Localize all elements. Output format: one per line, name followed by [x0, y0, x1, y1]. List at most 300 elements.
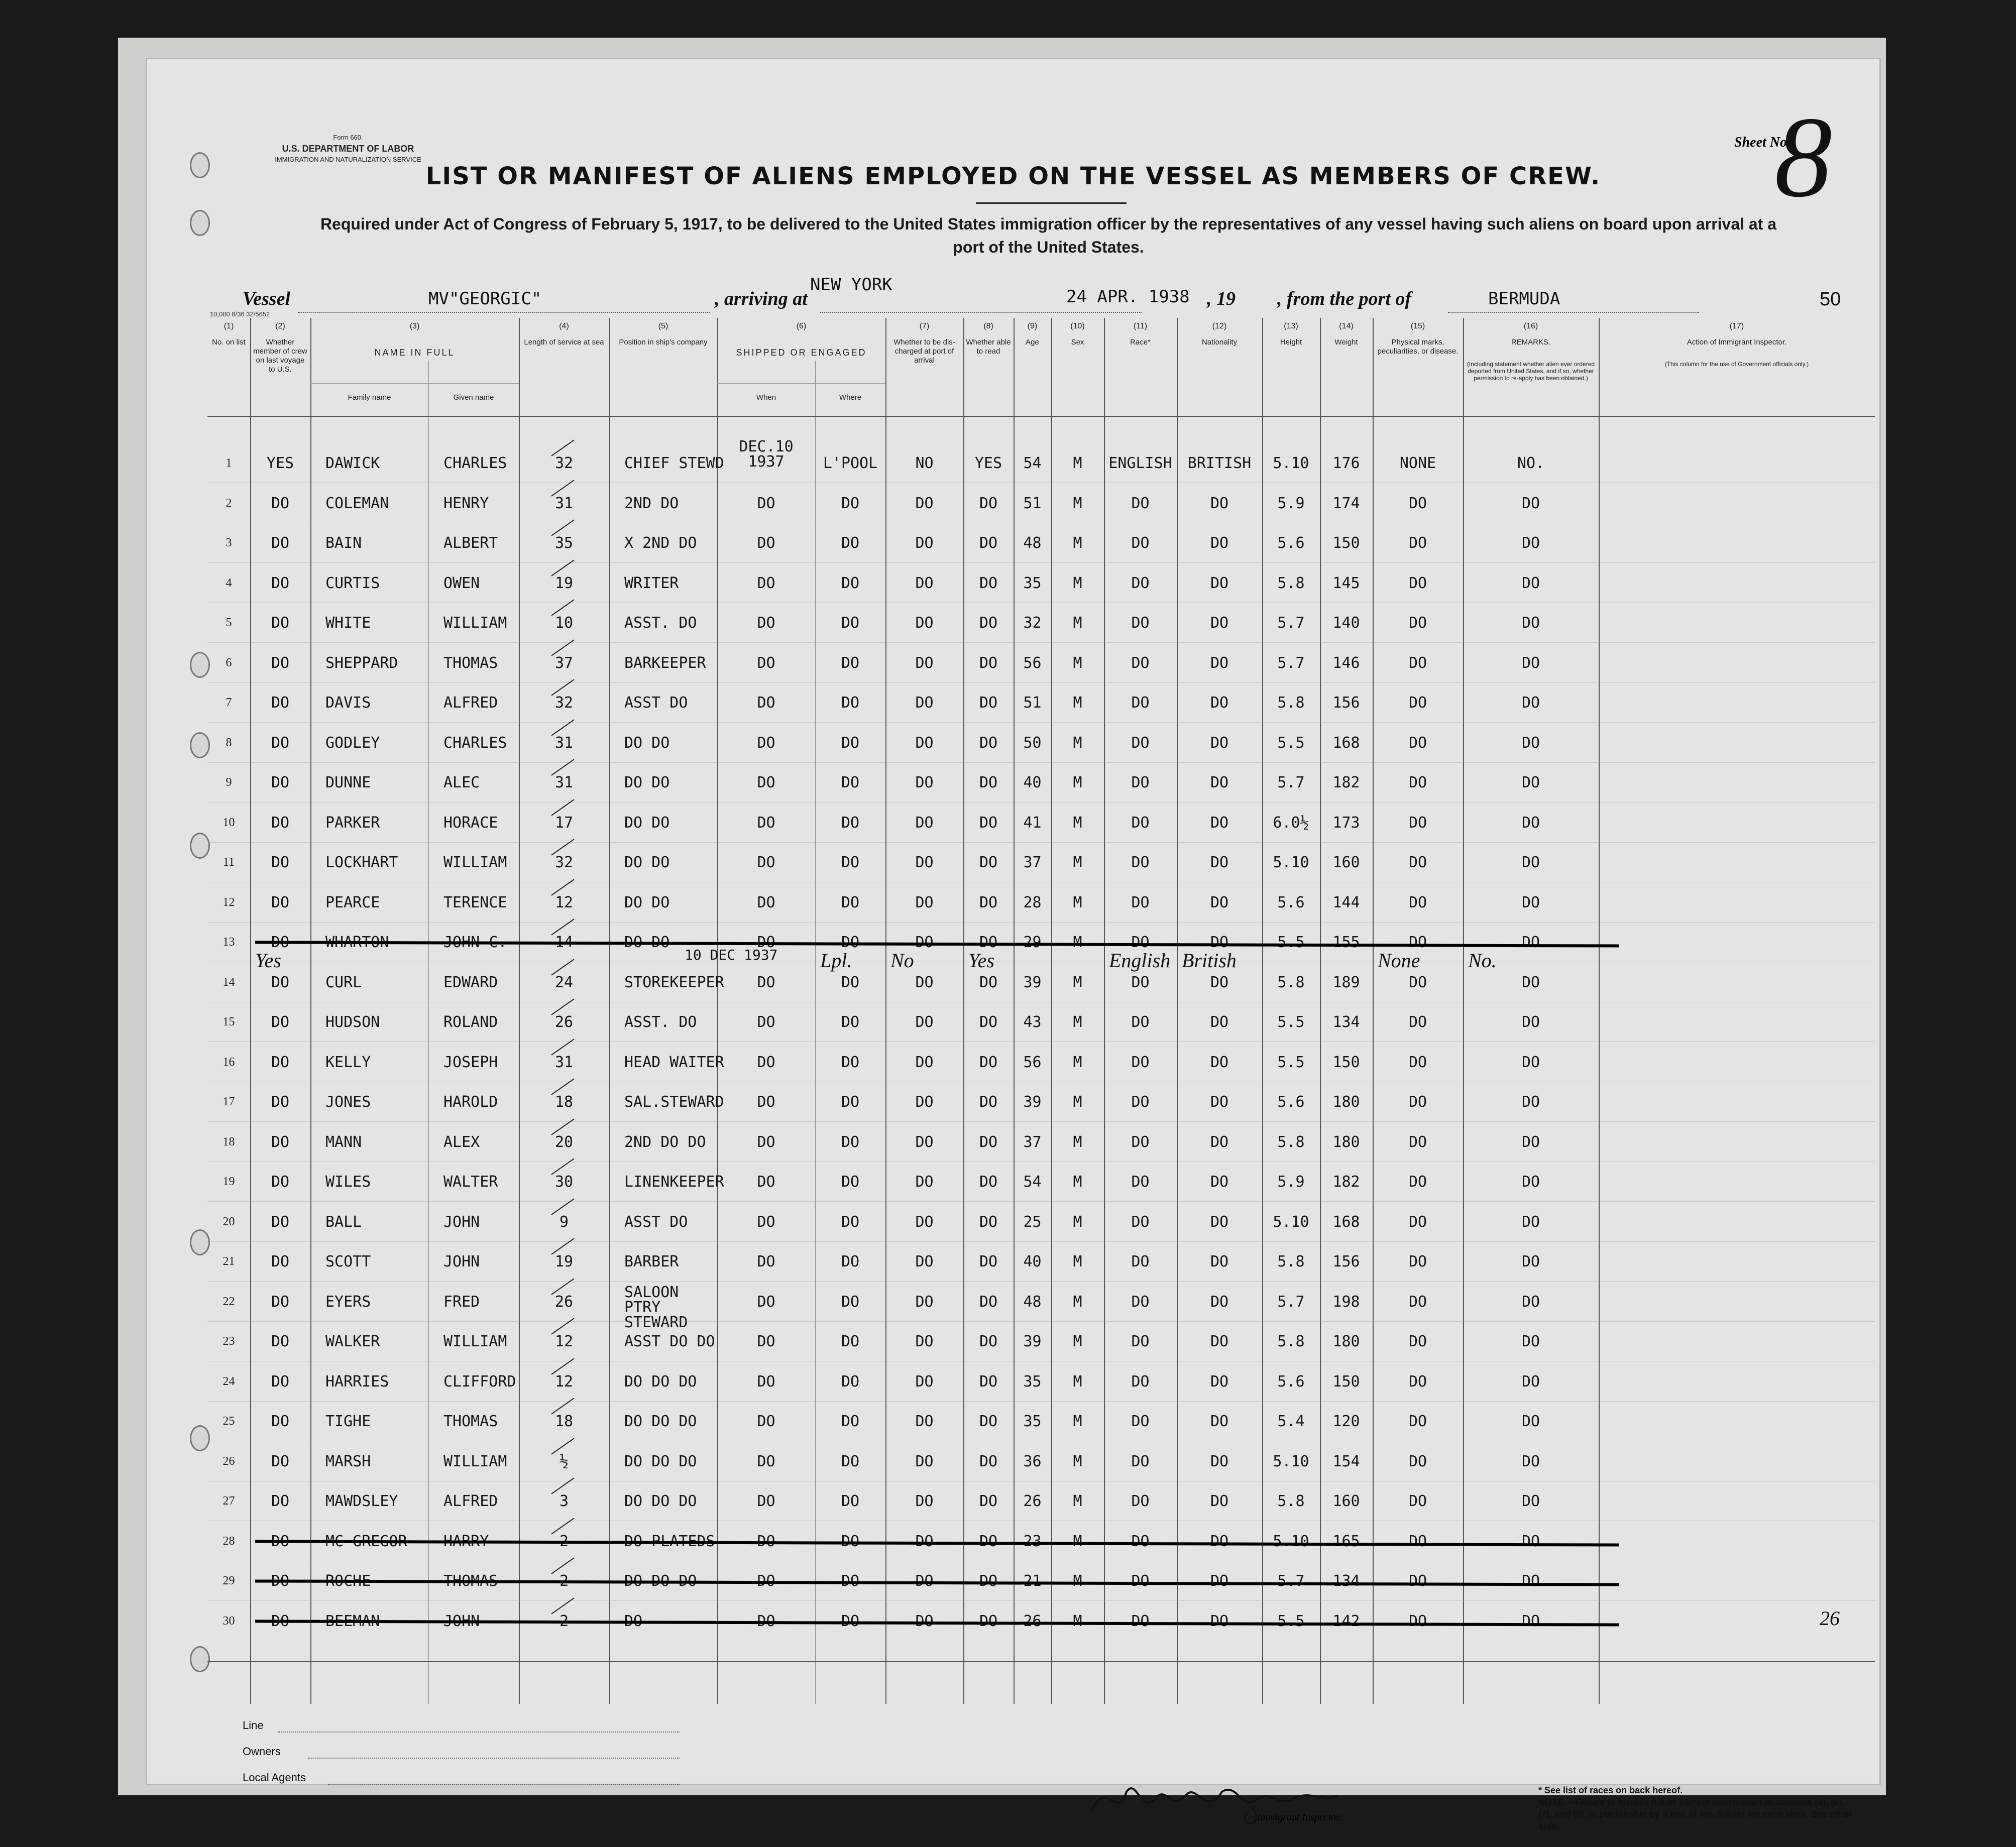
cell-where: DO: [841, 1013, 860, 1031]
cell-when: DO: [757, 1333, 775, 1350]
cell-disch: DO: [915, 734, 934, 752]
manifest-page: [146, 58, 1881, 1831]
handwritten-when: 10 DEC 1937: [685, 947, 778, 963]
cell-read: DO: [979, 973, 998, 991]
cell-age: 37: [1023, 854, 1042, 871]
cell-nat: DO: [1210, 1253, 1229, 1271]
cell-position: DO DO DO: [624, 1572, 697, 1590]
cell-family: TIGHE: [325, 1413, 371, 1430]
cell-race: DO: [1131, 893, 1150, 911]
cell-service: 18: [554, 1093, 574, 1111]
handwritten-disch: No: [890, 949, 914, 972]
cell-service: 12: [554, 1372, 574, 1391]
cell-height: 5.10: [1273, 1213, 1309, 1231]
cell-weight: 156: [1332, 1253, 1360, 1271]
cell-when: DO: [757, 734, 775, 752]
column-header: No. on list: [212, 338, 246, 347]
cell-given: JOHN: [443, 1213, 480, 1231]
cell-nat: DO: [1210, 1612, 1229, 1630]
service-tick-mark: [551, 719, 574, 736]
column-divider: [250, 318, 251, 1704]
footer-agents-underline: [328, 1784, 680, 1785]
cell-family: MAWDSLEY: [325, 1492, 398, 1510]
cell-last: DO: [271, 1093, 290, 1111]
column-number: (16): [1523, 322, 1538, 330]
cell-weight: 160: [1332, 1492, 1360, 1510]
cell-last: DO: [271, 1532, 290, 1550]
column-number: (12): [1212, 322, 1227, 330]
row-rule: [207, 1241, 1875, 1242]
cell-remarks: DO: [1521, 1093, 1540, 1111]
cell-age: 51: [1023, 494, 1042, 512]
column-number: (15): [1410, 322, 1425, 330]
row-number: 16: [222, 1055, 235, 1069]
cell-weight: 150: [1332, 1372, 1360, 1391]
cell-remarks: DO: [1521, 534, 1540, 552]
row-number: 13: [222, 936, 235, 949]
cell-where: DO: [841, 1213, 860, 1231]
cell-height: 5.5: [1277, 934, 1305, 951]
cell-service: 35: [554, 534, 574, 552]
cell-race: DO: [1131, 1452, 1150, 1470]
cell-position: 2ND DO: [624, 494, 679, 512]
cell-height: 5.6: [1277, 893, 1305, 911]
cell-nat: DO: [1210, 694, 1229, 712]
column-header: Position in ship's company: [619, 338, 708, 347]
cell-remarks: DO: [1521, 494, 1540, 512]
batch-number: 10,000 8/36 32/5652: [210, 310, 270, 318]
cell-height: 5.9: [1277, 494, 1305, 512]
cell-where: DO: [841, 1133, 860, 1151]
cell-given: WILLIAM: [443, 614, 507, 632]
cell-nat: DO: [1210, 854, 1229, 871]
cell-marks: DO: [1408, 1532, 1427, 1550]
cell-last: DO: [271, 1452, 290, 1470]
cell-disch: DO: [915, 934, 934, 951]
cell-disch: DO: [915, 1492, 934, 1510]
crew-table: [207, 318, 1875, 1704]
cell-given: THOMAS: [443, 1413, 498, 1430]
table-bottom-rule: [207, 1661, 1875, 1662]
cell-nat: DO: [1210, 1492, 1229, 1510]
cell-age: 35: [1023, 1413, 1042, 1430]
cell-last: DO: [271, 574, 290, 592]
cell-sex: M: [1073, 1532, 1082, 1550]
service-tick-mark: [551, 1318, 574, 1334]
cell-sex: M: [1073, 934, 1082, 951]
cell-position: WRITER: [624, 574, 679, 592]
cell-weight: 160: [1332, 854, 1360, 871]
service-tick-mark: [551, 839, 574, 855]
cell-service: 12: [554, 893, 574, 911]
cell-height: 5.5: [1277, 734, 1305, 752]
cell-remarks: DO: [1521, 934, 1540, 951]
cell-read: DO: [979, 1253, 998, 1271]
cell-service: 32: [554, 854, 574, 871]
cell-marks: DO: [1408, 1372, 1427, 1391]
row-number: 17: [222, 1095, 235, 1108]
cell-nat: DO: [1210, 1372, 1229, 1391]
cell-where: DO: [841, 1492, 860, 1510]
cell-family: MC GREGOR: [325, 1532, 407, 1550]
cell-nat: DO: [1210, 1213, 1229, 1231]
cell-when: DO: [757, 1572, 775, 1590]
cell-sex: M: [1073, 614, 1082, 632]
cell-race: DO: [1131, 973, 1150, 991]
column-number: (13): [1284, 322, 1298, 330]
cell-position: 2ND DO DO: [624, 1133, 706, 1151]
cell-when: DO: [757, 1492, 775, 1510]
cell-position: LINENKEEPER: [624, 1173, 724, 1191]
cell-age: 21: [1023, 1572, 1042, 1590]
department: U.S. DEPARTMENT OF LABOR: [282, 144, 414, 154]
cell-race: DO: [1131, 854, 1150, 871]
column-number: (3): [409, 322, 420, 330]
cell-position: DO DO DO: [624, 1492, 697, 1510]
cell-last: DO: [271, 1173, 290, 1191]
cell-when: DO: [757, 854, 775, 871]
cell-family: WHARTON: [325, 934, 389, 951]
row-number: 2: [226, 496, 232, 510]
cell-service: 12: [554, 1333, 574, 1350]
column-header: Height: [1280, 338, 1302, 347]
cell-service: 17: [554, 814, 574, 832]
cell-sex: M: [1073, 973, 1082, 991]
column-divider: [1262, 318, 1263, 1704]
column-number: (4): [559, 322, 569, 330]
penalty-note: NOTE.—Failure to furnish full or correct information in columns (3), (6), (7), and (8), is punishable by a fine of ten dollars for each alien. See other side.: [1538, 1797, 1853, 1831]
cell-remarks: DO: [1521, 614, 1540, 632]
cell-weight: 174: [1332, 494, 1360, 512]
cell-nat: DO: [1210, 1173, 1229, 1191]
cell-age: 41: [1023, 814, 1042, 832]
cell-when: DO: [757, 1093, 775, 1111]
cell-remarks: DO: [1521, 734, 1540, 752]
row-number: 14: [222, 975, 235, 989]
cell-where: DO: [841, 1612, 860, 1630]
cell-where: DO: [841, 1053, 860, 1071]
cell-when: DO: [757, 1053, 775, 1071]
cell-position: DO DO DO: [624, 1413, 697, 1430]
cell-sex: M: [1073, 1133, 1082, 1151]
cell-position: DO DO DO: [624, 1452, 697, 1470]
cell-remarks: DO: [1521, 893, 1540, 911]
cell-race: DO: [1131, 1532, 1150, 1550]
cell-service: 24: [554, 973, 574, 991]
cell-sex: M: [1073, 854, 1082, 871]
cell-when: DO: [757, 654, 775, 672]
cell-race: DO: [1131, 934, 1150, 951]
from-label: , from the port of: [1277, 288, 1412, 309]
cell-sex: M: [1073, 1013, 1082, 1031]
cell-when: DO: [757, 1253, 775, 1271]
cell-nat: DO: [1210, 893, 1229, 911]
cell-last: DO: [271, 854, 290, 871]
cell-position: X 2ND DO: [624, 534, 697, 552]
cell-age: 39: [1023, 1333, 1042, 1350]
cell-weight: 145: [1332, 574, 1360, 592]
cell-service: 26: [554, 1013, 574, 1031]
cell-given: HENRY: [443, 494, 489, 512]
cell-where: DO: [841, 1253, 860, 1271]
column-divider: [609, 318, 610, 1704]
cell-sex: M: [1073, 1492, 1082, 1510]
binder-hole: [190, 652, 210, 678]
cell-position: ASST DO DO: [624, 1333, 715, 1350]
column-divider: [717, 318, 718, 1704]
cell-race: DO: [1131, 1372, 1150, 1391]
cell-position: DO DO: [624, 854, 670, 871]
cell-position: ASST DO: [624, 1213, 688, 1231]
cell-read: DO: [979, 1492, 998, 1510]
cell-age: 25: [1023, 1213, 1042, 1231]
cell-family: BEEMAN: [325, 1612, 380, 1630]
cell-age: 40: [1023, 774, 1042, 791]
cell-read: DO: [979, 1053, 998, 1071]
cell-disch: DO: [915, 973, 934, 991]
cell-position: DO DO: [624, 774, 670, 791]
cell-when: DO: [757, 893, 775, 911]
cell-family: WALKER: [325, 1333, 380, 1350]
cell-marks: DO: [1408, 1293, 1427, 1311]
handwritten-race: English: [1109, 949, 1171, 972]
cell-marks: DO: [1408, 934, 1427, 951]
row-number: 4: [226, 576, 232, 590]
cell-age: 40: [1023, 1253, 1042, 1271]
cell-marks: DO: [1408, 734, 1427, 752]
cell-given: CHARLES: [443, 454, 507, 472]
cell-where: DO: [841, 1413, 860, 1430]
column-divider: [1320, 318, 1321, 1704]
cell-given: CLIFFORD: [443, 1372, 516, 1391]
cell-where: DO: [841, 1173, 860, 1191]
row-number: 10: [222, 816, 235, 829]
cell-position: HEAD WAITER: [624, 1053, 724, 1071]
cell-sex: M: [1073, 893, 1082, 911]
cell-given: ROLAND: [443, 1013, 498, 1031]
cell-read: DO: [979, 1133, 998, 1151]
cell-race: DO: [1131, 1213, 1150, 1231]
cell-last: DO: [271, 494, 290, 512]
cell-nat: DO: [1210, 774, 1229, 791]
cell-service: 9: [559, 1213, 569, 1231]
row-number: 24: [222, 1374, 235, 1388]
cell-given: OWEN: [443, 574, 480, 592]
cell-family: WHITE: [325, 614, 371, 632]
cell-service: 32: [554, 694, 574, 712]
cell-disch: DO: [915, 1213, 934, 1231]
row-number: 18: [222, 1135, 235, 1148]
cell-race: DO: [1131, 574, 1150, 592]
cell-age: 54: [1023, 454, 1042, 472]
cell-family: JONES: [325, 1093, 371, 1111]
cell-remarks: DO: [1521, 1413, 1540, 1430]
cell-remarks: NO.: [1517, 454, 1545, 472]
cell-service: 31: [554, 494, 574, 512]
cell-disch: DO: [915, 1333, 934, 1350]
cell-where: DO: [841, 1333, 860, 1350]
cell-given: WALTER: [443, 1173, 498, 1191]
cell-weight: 189: [1332, 973, 1360, 991]
cell-family: SHEPPARD: [325, 654, 398, 672]
handwritten-marks: None: [1378, 949, 1420, 972]
cell-marks: DO: [1408, 1452, 1427, 1470]
handwritten-remarks: No.: [1468, 949, 1497, 972]
cell-sex: M: [1073, 654, 1082, 672]
cell-age: 26: [1023, 1612, 1042, 1630]
cell-read: DO: [979, 1532, 998, 1550]
cell-remarks: DO: [1521, 1572, 1540, 1590]
cell-sex: M: [1073, 1293, 1082, 1311]
cell-age: 26: [1023, 1492, 1042, 1510]
cell-race: DO: [1131, 1093, 1150, 1111]
header-sub-rule: [310, 383, 519, 384]
cell-given: FRED: [443, 1293, 480, 1311]
cell-read: DO: [979, 1093, 998, 1111]
column-divider: [1599, 318, 1600, 1704]
service-tick-mark: [551, 639, 574, 656]
cell-age: 35: [1023, 1372, 1042, 1391]
cell-given: HORACE: [443, 814, 498, 832]
cell-nat: DO: [1210, 973, 1229, 991]
cell-disch: DO: [915, 654, 934, 672]
column-divider: [1177, 318, 1178, 1704]
cell-disch: DO: [915, 854, 934, 871]
cell-service: 18: [554, 1413, 574, 1430]
cell-last: DO: [271, 1333, 290, 1350]
service-tick-mark: [551, 1118, 574, 1135]
column-divider: [310, 318, 311, 1704]
service-tick-mark: [551, 1597, 574, 1614]
column-header: Nationality: [1201, 338, 1238, 347]
cell-when: DO: [757, 1293, 775, 1311]
cell-age: 32: [1023, 614, 1042, 632]
cell-where: DO: [841, 1093, 860, 1111]
cell-sex: M: [1073, 494, 1082, 512]
cell-race: DO: [1131, 1053, 1150, 1071]
cell-last: DO: [271, 1053, 290, 1071]
service-tick-mark: [551, 959, 574, 975]
service-tick-mark: [551, 1238, 574, 1254]
cell-given: WILLIAM: [443, 854, 507, 871]
cell-sex: M: [1073, 774, 1082, 791]
footer-line-label: Line: [243, 1719, 264, 1731]
row-rule: [207, 642, 1875, 643]
header-bottom-rule: [207, 416, 1875, 417]
cell-age: 56: [1023, 1053, 1042, 1071]
cell-given: JOHN C.: [443, 934, 507, 951]
row-number: 1: [226, 456, 232, 470]
cell-when: DO: [757, 934, 775, 951]
cell-remarks: DO: [1521, 1253, 1540, 1271]
cell-when: DO: [757, 814, 775, 832]
cell-position: DO DO: [624, 734, 670, 752]
service-tick-mark: [551, 1398, 574, 1414]
cell-sex: M: [1073, 534, 1082, 552]
cell-marks: DO: [1408, 814, 1427, 832]
cell-when: DO: [757, 614, 775, 632]
cell-age: 35: [1023, 574, 1042, 592]
cell-nat: DO: [1210, 814, 1229, 832]
cell-when: DO: [757, 1213, 775, 1231]
row-number: 28: [222, 1534, 235, 1548]
row-rule: [207, 1600, 1875, 1601]
cell-marks: DO: [1408, 893, 1427, 911]
row-number: 7: [226, 696, 232, 709]
cell-disch: DO: [915, 1572, 934, 1590]
cell-disch: DO: [915, 774, 934, 791]
cell-weight: 150: [1332, 534, 1360, 552]
cell-marks: DO: [1408, 1572, 1427, 1590]
column-header: Race*: [1130, 338, 1151, 347]
cell-sex: M: [1073, 1372, 1082, 1391]
cell-marks: DO: [1408, 1492, 1427, 1510]
cell-height: 5.7: [1277, 1572, 1305, 1590]
cell-given: ALFRED: [443, 1492, 498, 1510]
cell-marks: DO: [1408, 1133, 1427, 1151]
cell-given: TERENCE: [443, 893, 507, 911]
cell-race: DO: [1131, 734, 1150, 752]
cell-read: DO: [979, 814, 998, 832]
cell-service: 20: [554, 1133, 574, 1151]
cell-last: DO: [271, 734, 290, 752]
cell-weight: 180: [1332, 1093, 1360, 1111]
cell-height: 5.8: [1277, 1333, 1305, 1350]
cell-service: 31: [554, 774, 574, 791]
cell-family: DUNNE: [325, 774, 371, 791]
cell-height: 5.6: [1277, 1372, 1305, 1391]
cell-read: DO: [979, 614, 998, 632]
cell-marks: DO: [1408, 1093, 1427, 1111]
cell-last: YES: [266, 454, 294, 472]
cell-disch: DO: [915, 614, 934, 632]
cell-race: DO: [1131, 534, 1150, 552]
cell-sex: M: [1073, 734, 1082, 752]
cell-age: 28: [1023, 893, 1042, 911]
cell-age: 39: [1023, 1093, 1042, 1111]
cell-sex: M: [1073, 454, 1082, 472]
cell-service: 2: [559, 1532, 569, 1550]
column-header: Action of Immigrant Inspector.: [1687, 338, 1787, 347]
cell-given: ALEX: [443, 1133, 480, 1151]
row-rule: [207, 722, 1875, 723]
title-rule: [976, 202, 1127, 204]
cell-given: ALEC: [443, 774, 480, 791]
cell-weight: 182: [1332, 774, 1360, 791]
cell-height: 5.8: [1277, 574, 1305, 592]
arrival-date: 24 APR. 1938: [1066, 287, 1190, 307]
cell-given: CHARLES: [443, 734, 507, 752]
column-subheader: Given name: [453, 393, 494, 402]
cell-race: DO: [1131, 1612, 1150, 1630]
cell-service: 30: [554, 1173, 574, 1191]
column-header: Sex: [1071, 338, 1084, 347]
cell-position: SALOON PTRY STEWARD: [624, 1283, 688, 1331]
cell-where: DO: [841, 1452, 860, 1470]
cell-when: DO: [757, 1612, 775, 1630]
cell-height: 5.7: [1277, 614, 1305, 632]
binder-hole: [190, 1425, 210, 1451]
cell-race: DO: [1131, 1492, 1150, 1510]
cell-family: GODLEY: [325, 734, 380, 752]
page-subtitle: Required under Act of Congress of February 5, 1917, to be delivered to the United States immigration officer by the representatives of any vessel having such aliens on board upon arrival at a port of the United States.: [320, 215, 1777, 256]
cell-service: 31: [554, 1053, 574, 1071]
row-number: 20: [222, 1215, 235, 1228]
cell-read: DO: [979, 1213, 998, 1231]
column-subheader: Where: [839, 393, 862, 402]
binder-hole: [190, 1229, 210, 1255]
cell-when: DO: [757, 494, 775, 512]
